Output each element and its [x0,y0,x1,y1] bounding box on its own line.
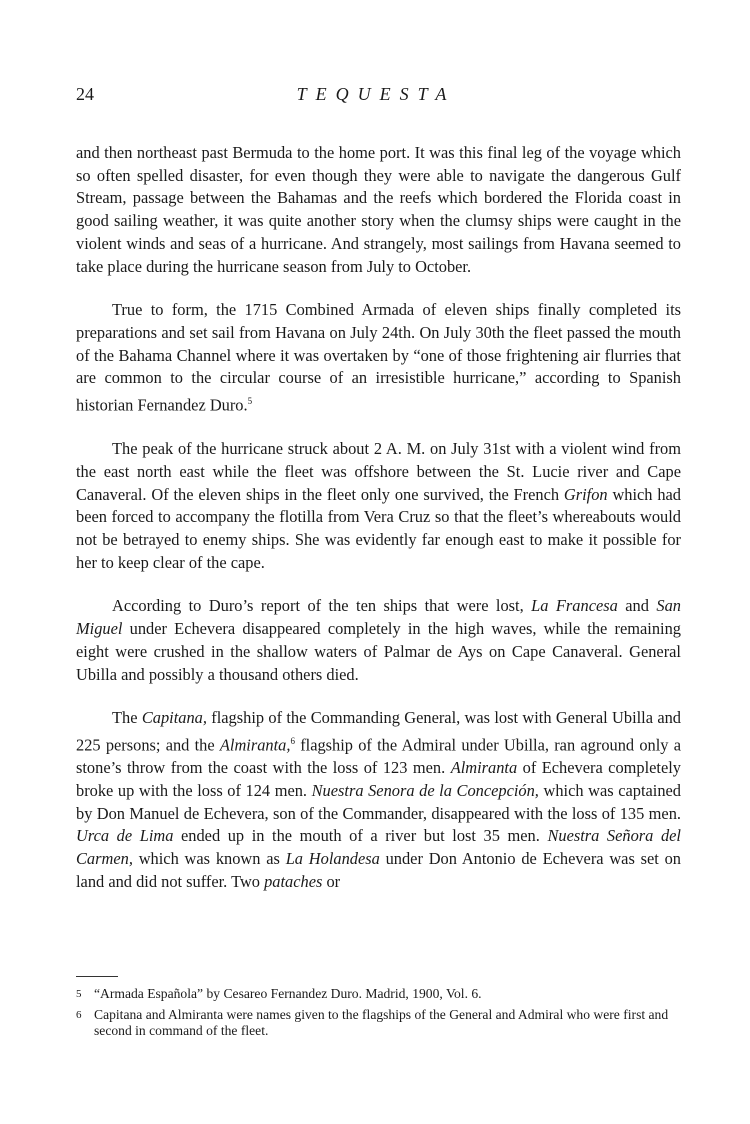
paragraph-4 [76,595,681,686]
body-text [76,142,681,893]
ship-name-capitana: Capitana, [141,708,207,728]
paragraph-5-text-a: The [112,708,142,728]
paragraph-2 [76,299,681,417]
paragraph-3-text-b: which had been forced to accompany the flotilla from Vera Cruz so that the fleet’s whereabouts would not be betrayed to enemy ships. She was evidently far enough east to make it possible for her to keep clear of the cape. [76,484,681,572]
page-number: 24 [76,84,94,104]
ship-name-almiranta: Almiranta, [219,735,291,755]
ship-name-san-miguel: San Miguel [76,596,681,639]
footnotes [76,986,681,1044]
footnote-mark: 5 [76,988,82,1000]
footnote-ref-6: 6 [290,735,295,746]
paragraph-3 [76,438,681,574]
ship-name-urca-de-lima: Urca de Lima [76,826,174,846]
paragraph-2-text: True to form, the 1715 Combined Armada of eleven ships finally completed its preparations and set sail from Havana on July 24th. On July 30th the fleet passed the mouth of the Bahama Channel where it was overtaken by “one of those frightening air flurries that are common to the circular course of an irresistible hurricane,” according to Spanish historian Fernandez Duro. [76,300,681,415]
term-pataches: pataches [264,871,323,891]
paragraph-5 [76,707,681,893]
running-head: TEQUESTA [296,84,456,104]
paragraph-5-text-g: which was known as [132,848,286,868]
paragraph-5-text-c: flagship of the Admiral under Ubilla, ran aground only a stone’s throw from the coast with the loss of 123 men. [76,735,681,778]
footnote-mark: 6 [76,1009,82,1021]
paragraph-5-text-f: ended up in the mouth of a river but lost 35 men. [173,826,548,846]
paragraph-3-text-a: The peak of the hurricane struck about 2 A. M. on July 31st with a violent wind from the east north east while the fleet was offshore between the St. Lucie river and Cape Canaveral. Of the eleven ships in the fleet only one survived, the French [76,439,681,504]
paragraph-5-text-d: of Echevera completely broke up with the loss of 124 men. [76,758,682,800]
paragraph-5-text-b: flagship of the Commanding General, was lost with General Ubilla and 225 persons; and the [76,708,681,755]
ship-name-almiranta-echevera: Almiranta [450,758,518,778]
paragraph-4-text-c: under Echevera disappeared completely in the high waves, while the remaining eight were crushed in the shallow waters of Palmar de Ays on Cape Canaveral. General Ubilla and possibly a thousand others died. [76,619,681,684]
footnote-5 [76,986,681,1002]
paragraph-5-text-h: under Don Antonio de Echevera was set on land and did not suffer. Two [76,848,681,891]
paragraph-5-text-e: which was captained by Don Manuel de Echevera, son of the Commander, disappeared with the loss of 135 men. [76,780,681,823]
ship-name-la-francesa: La Francesa [531,596,618,616]
footnote-6 [76,1007,681,1039]
ship-name-carmen: Nuestra Señora del Carmen, [76,826,681,868]
paragraph-4-text-b: and [617,596,657,616]
ship-name-la-holandesa: La Holandesa [285,848,380,868]
ship-name-concepcion: Nuestra Senora de la Concepción, [311,780,539,800]
footnote-ref-5: 5 [247,396,253,407]
paragraph-5-text-i: or [322,871,341,891]
footnote-rule [76,976,118,977]
page-header [76,84,676,110]
ship-name-grifon: Grifon [563,484,608,504]
paragraph-1: and then northeast past Bermuda to the home port. It was this final leg of the voyage which so often spelled disaster, for even though they were able to navigate the dangerous Gulf Stream, passage between the Bahamas and the reefs which bordered the Florida coast in good sailing weather, it was quite another story when the clumsy ships were caught in the violent winds and seas of a hurricane. And strangely, most sailings from Havana seemed to take place during the hurricane season from July to October. [76,143,681,276]
paragraph-4-text-a: According to Duro’s report of the ten ships that were lost, [112,596,532,616]
footnote-text: “Armada Española” by Cesareo Fernandez Duro. Madrid, 1900, Vol. 6. [94,986,482,1001]
footnote-text: Capitana and Almiranta were names given to the flagships of the General and Admiral who were first and second in command of the fleet. [94,1007,669,1038]
